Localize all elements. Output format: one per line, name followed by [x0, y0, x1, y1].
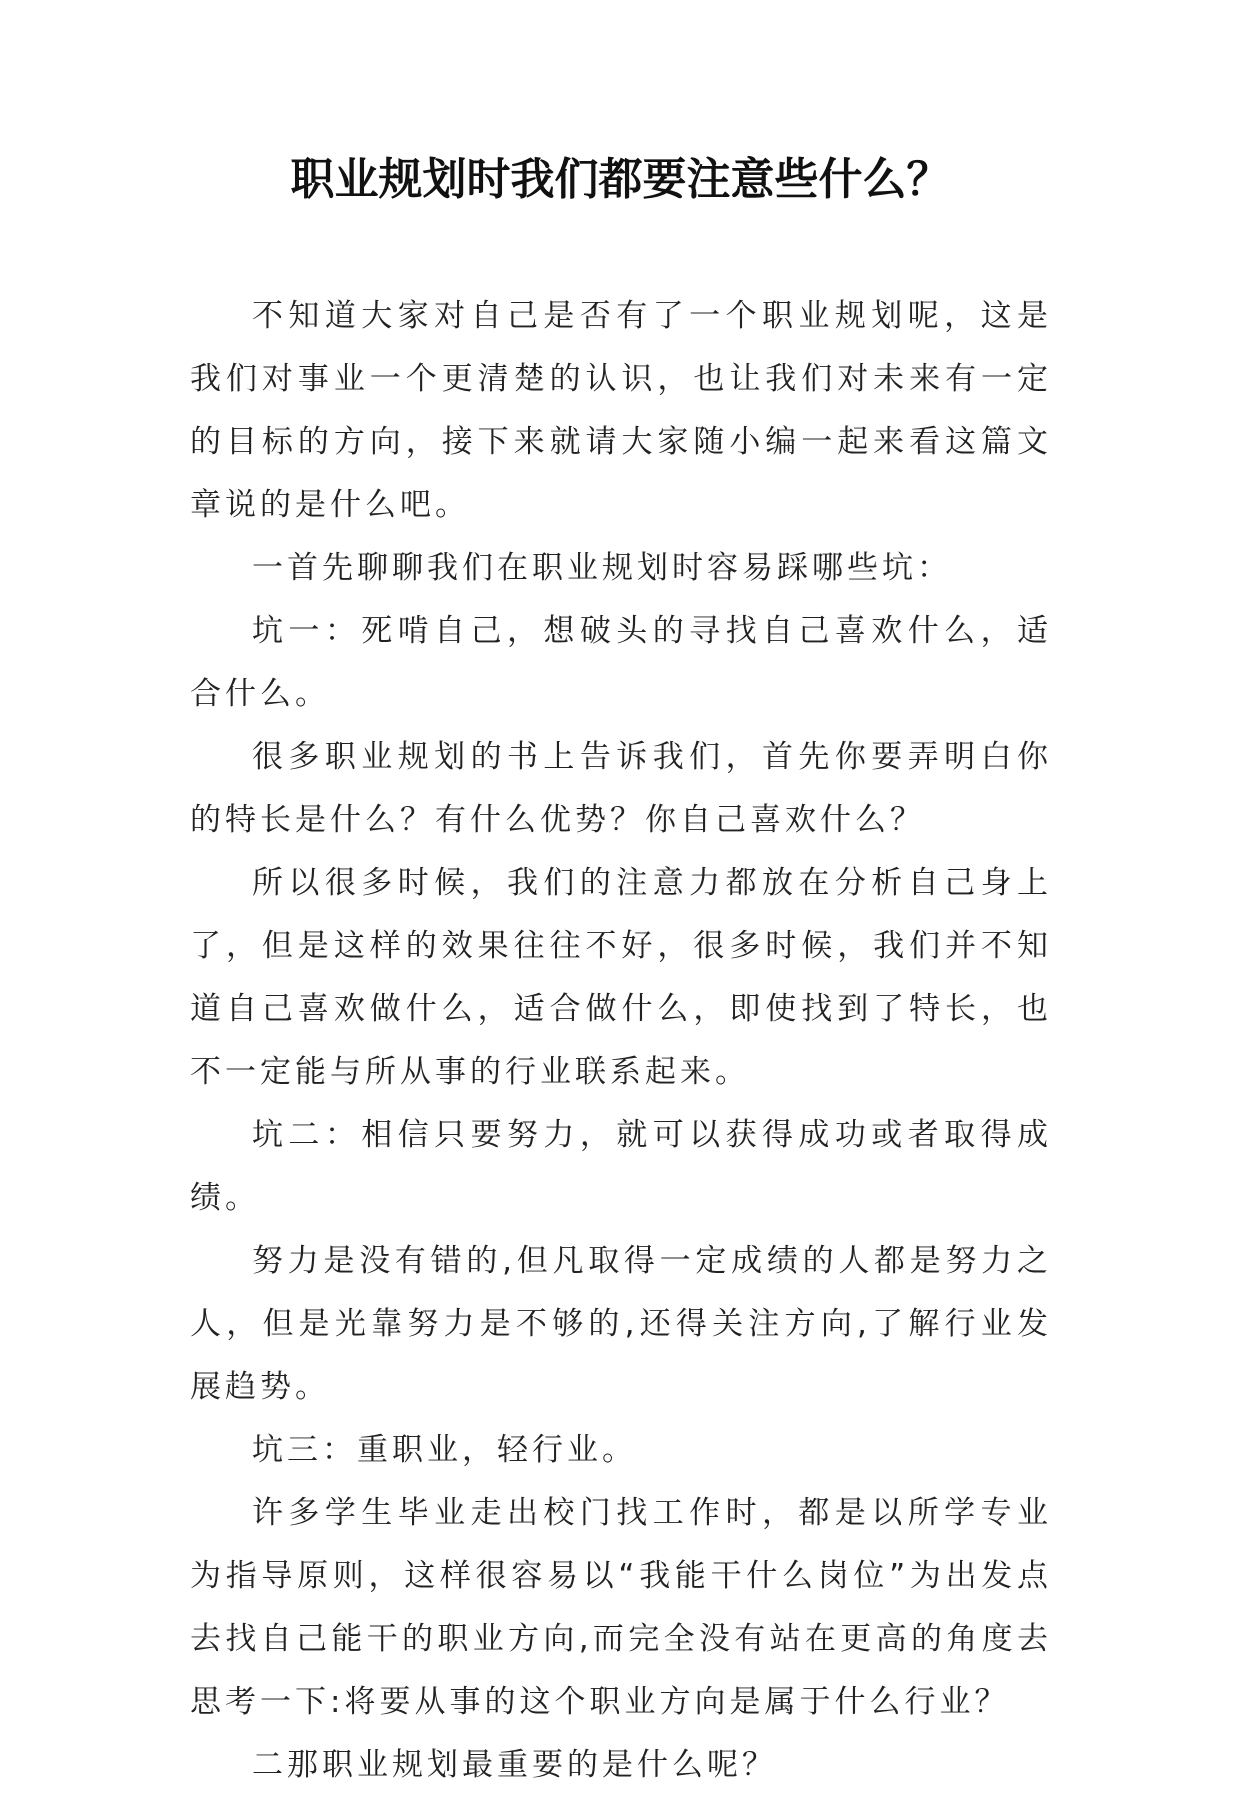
paragraph: 所以很多时候，我们的注意力都放在分析自己身上了，但是这样的效果往往不好，很多时候，我们并不知道自己喜欢做什么，适合做什么，即使找到了特长，也不一定能与所从事的行业联系起来。: [190, 865, 1052, 1090]
paragraph: 不知道大家对自己是否有了一个职业规划呢，这是我们对事业一个更清楚的认识，也让我们对未来有一定的目标的方向，接下来就请大家随小编一起来看这篇文章说的是什么吧。: [190, 298, 1052, 523]
paragraph: 坑一：死啃自己，想破头的寻找自己喜欢什么，适合什么。: [190, 613, 1052, 712]
paragraph: 很多职业规划的书上告诉我们，首先你要弄明白你的特长是什么？有什么优势？你自己喜欢什么？: [190, 739, 1052, 838]
paragraph: 坑三：重职业，轻行业。: [252, 1432, 637, 1468]
document-body: [190, 285, 1052, 1797]
paragraph: 二那职业规划最重要的是什么呢？: [252, 1747, 777, 1783]
paragraph: 坑二：相信只要努力，就可以获得成功或者取得成绩。: [190, 1117, 1052, 1216]
paragraph: 许多学生毕业走出校门找工作时，都是以所学专业为指导原则，这样很容易以“我能干什么岗位”为出发点去找自己能干的职业方向,而完全没有站在更高的角度去思考一下:将要从事的这个职业方向是属于什么行业？: [190, 1495, 1052, 1720]
paragraph: 一首先聊聊我们在职业规划时容易踩哪些坑：: [252, 550, 952, 586]
paragraph: 努力是没有错的,但凡取得一定成绩的人都是努力之人，但是光靠努力是不够的,还得关注方向,了解行业发展趋势。: [190, 1243, 1052, 1405]
document-title: 职业规划时我们都要注意些什么？: [290, 154, 951, 205]
